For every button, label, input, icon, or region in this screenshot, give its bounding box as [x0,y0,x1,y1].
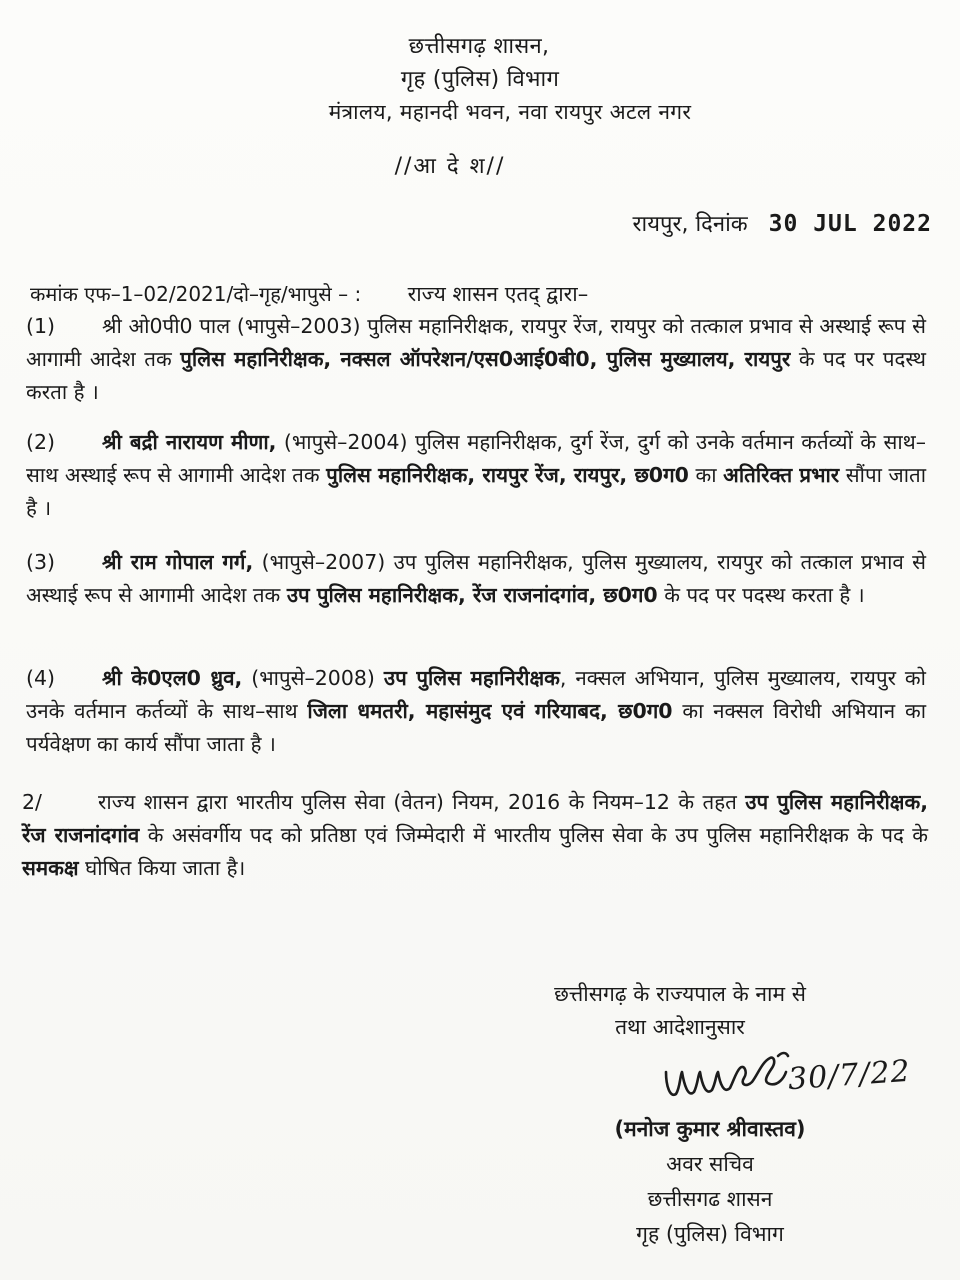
paragraph-bold: उप पुलिस महानिरीक्षक, रेंज राजनांदगांव [22,790,928,847]
paragraph-text: (भापुसे–2008) [242,666,384,690]
paragraph-text: घोषित किया जाता है। [78,856,246,880]
paragraph-bold: श्री बद्री नारायण मीणा, [102,430,277,454]
paragraph-text: के असंवर्गीय पद को प्रतिष्ठा एवं जिम्मेदारी में भारतीय पुलिस सेवा के उप पुलिस महानिरीक्षक के पद के [139,823,928,847]
date-line [633,208,932,238]
order-paragraph-5 [22,786,928,885]
paragraph-text: का [688,463,724,487]
order-paragraph-2 [26,426,926,525]
paragraph-number: (1) [26,314,56,338]
order-paragraph-4 [26,662,926,761]
paragraph-bold: जिला धमतरी, महासंमुद एवं गरियाबद, छ0ग0 [307,699,673,723]
header-address: मंत्रालय, महानदी भवन, नवा रायपुर अटल नगर [328,100,692,124]
paragraph-bold: पुलिस महानिरीक्षक, नक्सल ऑपरेशन/एस0आई0बी0, पुलिस मुख्यालय, रायपुर [180,347,791,371]
paragraph-text: , नक्सल अभियान, पुलिस मुख्यालय, रायपुर को उनके वर्तमान कर्तव्यों के साथ–साथ [26,666,926,723]
letterhead [0,30,960,129]
paragraph-bold: समकक्ष [22,856,79,880]
order-paragraph-3 [26,546,926,612]
paragraph-text: के पद पर पदस्थ करता है । [26,347,927,404]
paragraph-text: का नक्सल विरोधी अभियान का पर्यवेक्षण का कार्य सौंपा जाता है । [26,699,926,756]
officer-designation: अवर सचिव [666,1152,754,1176]
order-paragraph-1 [26,310,926,409]
paragraph-text: श्री ओ0पी0 पाल (भापुसे–2003) पुलिस महानिरीक्षक, रायपुर रेंज, रायपुर को तत्काल प्रभाव से अस्थाई रूप से आगामी आदेश तक [26,314,926,371]
reference-number: कमांक एफ–1–02/2021/दो–गृह/भापुसे – : [30,282,362,306]
paragraph-text: सौंपा जाता है । [26,463,927,520]
officer-org-2: गृह (पुलिस) विभाग [636,1222,784,1246]
officer-name: (मनोज कुमार श्रीवास्तव) [614,1117,806,1141]
officer-org-1: छत्तीसगढ शासन [647,1187,773,1211]
paragraph-bold: उप पुलिस महानिरीक्षक, रेंज राजनांदगांव, छ0ग0 [286,583,658,607]
paragraph-text: (भापुसे–2007) उप पुलिस महानिरीक्षक, पुलिस मुख्यालय, रायपुर को तत्काल प्रभाव से अस्थाई रूप से आगामी आदेश तक [26,550,926,607]
authority-line-1: छत्तीसगढ़ के राज्यपाल के नाम से [554,982,806,1006]
paragraph-text: राज्य शासन द्वारा भारतीय पुलिस सेवा (वेतन) नियम, 2016 के नियम–12 के तहत [98,790,746,814]
paragraph-bold: श्री राम गोपाल गर्ग, [102,550,254,574]
signature-date: 30/7/22 [786,1053,912,1098]
paragraph-number: (3) [26,550,56,574]
paragraph-text: के पद पर पदस्थ करता है । [657,583,865,607]
paragraph-bold: श्री के0एल0 ध्रुव, [102,666,243,690]
date-label: रायपुर, दिनांक [632,212,748,237]
paragraph-bold: अतिरिक्त प्रभार [723,463,840,487]
header-department: गृह (पुलिस) विभाग [400,67,560,92]
reference-line [30,280,588,308]
paragraph-number: (4) [26,666,56,690]
order-title: //आ दे श// [394,154,506,179]
paragraph-number: 2/ [22,790,42,814]
authority-line-2: तथा आदेशानुसार [615,1015,745,1039]
paragraph-number: (2) [26,430,56,454]
paragraph-bold: पुलिस महानिरीक्षक, रायपुर रेंज, रायपुर, छ0ग0 [326,463,689,487]
authority-block [440,978,920,1044]
header-government: छत्तीसगढ़ शासन, [408,34,550,59]
officer-block [540,1112,880,1252]
reference-intro: राज्य शासन एतद् द्वारा– [407,282,589,306]
paragraph-bold: उप पुलिस महानिरीक्षक [383,666,560,690]
date-stamp: 30 JUL 2022 [768,211,932,237]
paragraph-text: (भापुसे–2004) पुलिस महानिरीक्षक, दुर्ग रेंज, दुर्ग को उनके वर्तमान कर्तव्यों के साथ–साथ अस्थाई रूप से आगामी आदेश तक [26,430,926,487]
